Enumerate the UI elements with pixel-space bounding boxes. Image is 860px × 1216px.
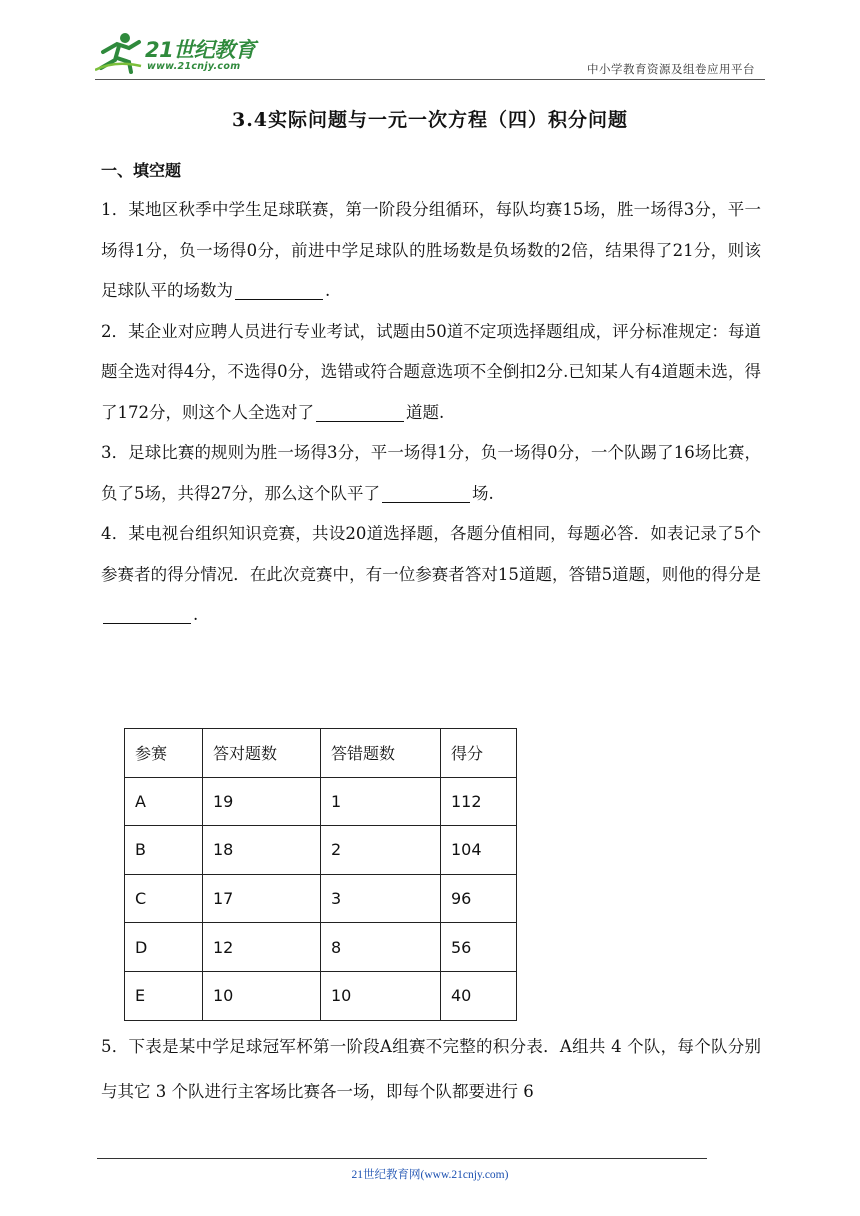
table-cell: B	[125, 826, 203, 875]
table-cell: 19	[203, 777, 321, 826]
table-header-cell: 答错题数	[321, 729, 441, 778]
table-header-row	[125, 729, 517, 778]
table-cell: 8	[321, 923, 441, 972]
question-4-text: 4．某电视台组织知识竞赛，共设20道选择题，各题分值相同，每题必答．如表记录了5个参赛者的得分情况．在此次竞赛中，有一位参赛者答对15道题，答错5道题，则他的得分是	[101, 524, 761, 584]
table-row	[125, 971, 517, 1020]
score-table	[124, 728, 517, 1021]
question-3-text: 3．足球比赛的规则为胜一场得3分，平一场得1分，负一场得0分，一个队踢了16场比赛，负了5场，共得27分，那么这个队平了	[101, 443, 761, 503]
question-2-text: 2．某企业对应聘人员进行专业考试，试题由50道不定项选择题组成，评分标准规定：每道题全选对得4分，不选得0分，选错或符合题意选项不全倒扣2分.已知某人有4道题未选，得了172分，则这个人全选对了	[101, 321, 761, 422]
answer-blank-4[interactable]	[103, 602, 191, 624]
table-header-cell: 得分	[441, 729, 517, 778]
page-title: 3.4实际问题与一元一次方程（四）积分问题	[231, 109, 629, 131]
footer-divider	[97, 1158, 707, 1159]
question-5: 5．下表是某中学足球冠军杯第一阶段A组赛不完整的积分表．A组共 4 个队，每个队分别与其它 3 个队进行主客场比赛各一场，即每个队都要进行 6	[101, 1037, 761, 1101]
page-header	[95, 28, 765, 80]
question-4-tail: .	[193, 605, 199, 624]
table-cell: 96	[441, 874, 517, 923]
answer-blank-2[interactable]	[316, 400, 404, 422]
table-cell: 10	[321, 971, 441, 1020]
table-cell: E	[125, 971, 203, 1020]
question-3	[101, 433, 761, 514]
table-cell: 18	[203, 826, 321, 875]
logo-text: 21世纪教育	[145, 38, 256, 62]
question-2	[101, 312, 761, 434]
question-1-tail: .	[325, 281, 331, 300]
header-divider	[95, 79, 765, 80]
question-list	[101, 190, 761, 636]
question-1	[101, 190, 761, 312]
footer-link[interactable]: 21世纪教育网(www.21cnjy.com)	[351, 1169, 509, 1181]
answer-blank-1[interactable]	[235, 278, 323, 300]
table-row	[125, 777, 517, 826]
table-cell: 1	[321, 777, 441, 826]
table-cell: 17	[203, 874, 321, 923]
question-3-tail: 场.	[472, 483, 494, 503]
answer-blank-3[interactable]	[382, 481, 470, 503]
question-4	[101, 514, 761, 636]
question-2-tail: 道题.	[406, 402, 445, 422]
platform-name: 中小学教育资源及组卷应用平台	[587, 62, 755, 76]
table-row	[125, 923, 517, 972]
table-row	[125, 874, 517, 923]
table-cell: C	[125, 874, 203, 923]
logo-url: www.21cnjy.com	[147, 61, 241, 72]
table-cell: 12	[203, 923, 321, 972]
table-cell: A	[125, 777, 203, 826]
table-cell: 40	[441, 971, 517, 1020]
table-row	[125, 826, 517, 875]
table-cell: 56	[441, 923, 517, 972]
table-cell: 2	[321, 826, 441, 875]
table-cell: 10	[203, 971, 321, 1020]
question-1-text: 1．某地区秋季中学生足球联赛，第一阶段分组循环，每队均赛15场，胜一场得3分，平一场得1分，负一场得0分，前进中学足球队的胜场数是负场数的2倍，结果得了21分，则该足球队平的场数为	[101, 200, 761, 300]
table-cell: 3	[321, 874, 441, 923]
table-header-cell: 答对题数	[203, 729, 321, 778]
site-logo[interactable]	[95, 30, 260, 76]
table-cell: D	[125, 923, 203, 972]
table-header-cell: 参赛	[125, 729, 203, 778]
section-title: 一、填空题	[101, 161, 182, 180]
table-cell: 112	[441, 777, 517, 826]
table-cell: 104	[441, 826, 517, 875]
